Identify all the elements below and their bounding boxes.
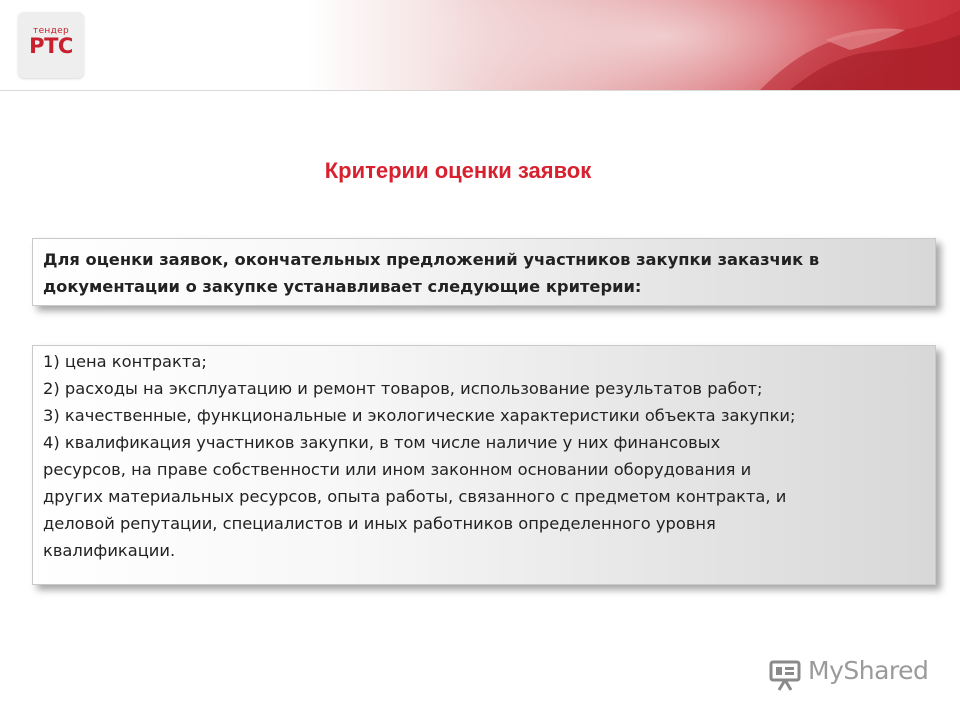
intro-box bbox=[32, 238, 936, 306]
logo-wordmark: РТС bbox=[29, 34, 73, 58]
watermark[interactable] bbox=[768, 656, 938, 696]
criteria-line: деловой репутации, специалистов и иных работников определенного уровня bbox=[43, 514, 716, 533]
presentation-icon bbox=[768, 658, 802, 692]
logo[interactable] bbox=[18, 12, 84, 78]
criteria-line: 1) цена контракта; bbox=[43, 352, 207, 371]
criteria-line: ресурсов, на праве собственности или ином законном основании оборудования и bbox=[43, 460, 752, 479]
criteria-line: 3) качественные, функциональные и экологические характеристики объекта закупки; bbox=[43, 406, 796, 425]
page-title: Критерии оценки заявок bbox=[324, 158, 592, 183]
watermark-text: MyShared bbox=[808, 656, 929, 685]
criteria-line: других материальных ресурсов, опыта работы, связанного с предметом контракта, и bbox=[43, 487, 787, 506]
criteria-box bbox=[32, 345, 936, 585]
criteria-line: квалификации. bbox=[43, 541, 176, 560]
handshake-icon bbox=[730, 0, 960, 90]
intro-line: Для оценки заявок, окончательных предложений участников закупки заказчик в bbox=[43, 250, 820, 269]
criteria-line: 2) расходы на эксплуатацию и ремонт товаров, использование результатов работ; bbox=[43, 379, 763, 398]
logo-subtitle: тендер bbox=[33, 26, 69, 36]
header-banner bbox=[0, 0, 960, 91]
criteria-line: 4) квалификация участников закупки, в том числе наличие у них финансовых bbox=[43, 433, 721, 452]
intro-line: документации о закупке устанавливает следующие критерии: bbox=[43, 277, 642, 296]
